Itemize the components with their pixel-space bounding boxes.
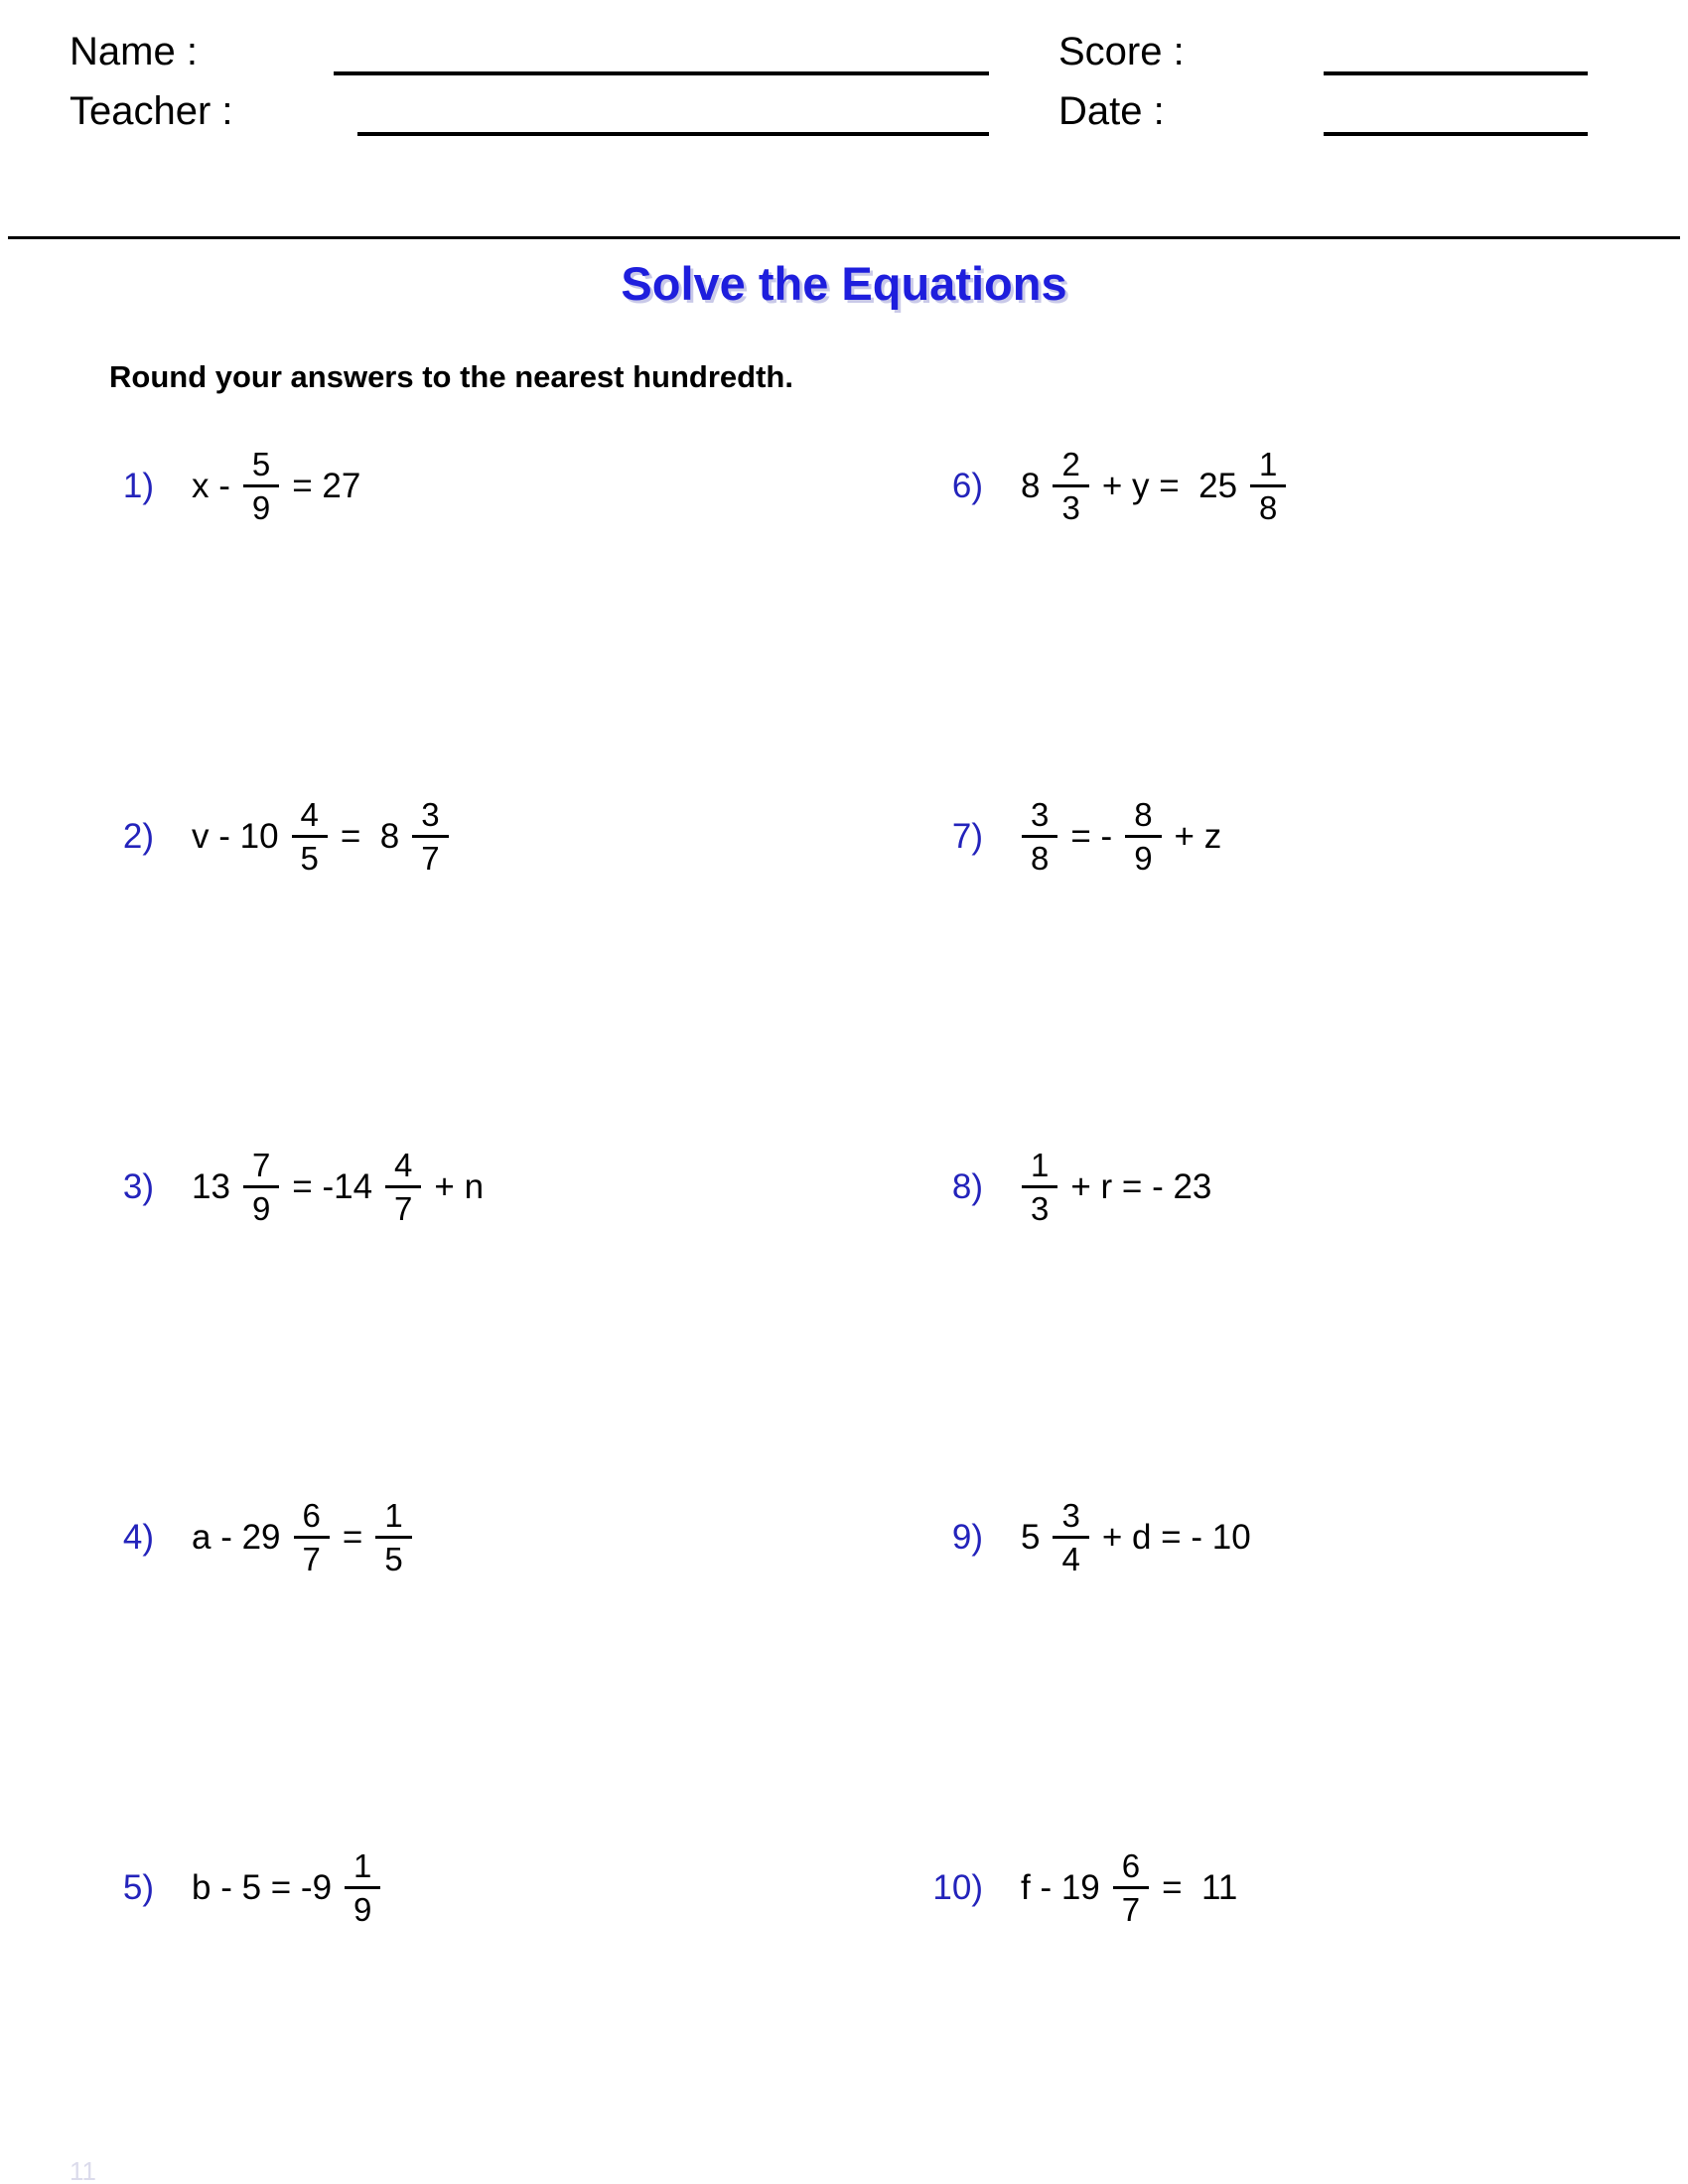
header-divider [8,236,1680,239]
equation-text: x - [192,467,230,505]
problem-number: 2) [122,817,154,856]
date-blank-line [1324,132,1588,136]
equation [1015,797,1227,876]
problem-number: 7) [951,817,983,856]
fraction-denominator: 7 [394,1190,413,1227]
fraction [1113,1848,1149,1927]
equation [186,797,456,876]
fraction-numerator: 2 [1053,447,1088,487]
fraction-denominator: 5 [300,840,319,877]
problem-row [60,782,456,891]
problem-row [60,432,366,541]
name-label: Name : [70,30,198,73]
fraction-numerator: 6 [1113,1848,1149,1889]
problem-number: 3) [122,1167,154,1206]
fraction-numerator: 4 [292,797,328,838]
fraction-denominator: 7 [421,840,440,877]
problem-row [889,1483,1257,1592]
fraction-numerator: 4 [385,1148,421,1188]
problem-number: 8) [951,1167,983,1206]
fraction-denominator: 3 [1031,1190,1050,1227]
name-blank-line [334,71,989,75]
equation [1015,1498,1257,1576]
equation-text: + y = 25 [1101,467,1238,505]
problem-row [60,1834,387,1943]
problem-row [60,1483,419,1592]
fraction-denominator: 9 [353,1891,372,1928]
fraction [243,447,279,525]
equation-text: = - [1070,817,1113,856]
page-edge-fragment: 11 [70,2156,96,2184]
score-label: Score : [1058,30,1185,73]
fraction-numerator: 7 [243,1148,279,1188]
problem-number: 1) [122,467,154,505]
fraction [292,797,328,876]
fraction-numerator: 8 [1125,797,1161,838]
problem-number: 5) [122,1868,154,1907]
equation-text: = 11 [1162,1868,1238,1907]
fraction [1053,447,1088,525]
equation [186,447,366,525]
problem-row [889,432,1293,541]
fraction-numerator: 5 [243,447,279,487]
fraction-numerator: 1 [1250,447,1286,487]
fraction-numerator: 1 [375,1498,411,1539]
instruction-text: Round your answers to the nearest hundredth. [109,359,793,394]
equation-text: a - 29 [192,1518,281,1557]
equation-text: + d = - 10 [1101,1518,1251,1557]
problem-row [889,1834,1243,1943]
fraction [1022,1148,1057,1226]
equation [1015,1848,1243,1927]
fraction [375,1498,411,1576]
equation-text: + z [1174,817,1222,856]
fraction-numerator: 1 [1022,1148,1057,1188]
fraction [385,1148,421,1226]
fraction [1250,447,1286,525]
equation-text: + n [434,1167,485,1206]
equation [186,1848,387,1927]
fraction [1053,1498,1088,1576]
fraction-numerator: 6 [294,1498,330,1539]
equation-text: v - 10 [192,817,279,856]
worksheet-title: Solve the Equations [621,257,1067,310]
fraction-denominator: 4 [1061,1541,1080,1577]
fraction-denominator: 9 [251,1190,271,1227]
fraction [1022,797,1057,876]
fraction [1125,797,1161,876]
teacher-blank-line [357,132,989,136]
equation-text: 5 [1021,1518,1041,1557]
equation-text: b - 5 = -9 [192,1868,333,1907]
equation [186,1148,490,1226]
problem-number: 4) [122,1518,154,1557]
score-blank-line [1324,71,1588,75]
equation [186,1498,419,1576]
fraction-numerator: 3 [412,797,448,838]
equation-text: = 8 [340,817,400,856]
fraction-denominator: 5 [384,1541,403,1577]
equation [1015,447,1293,525]
equation-text: 8 [1021,467,1041,505]
problem-number: 9) [951,1518,983,1557]
problem-number: 10) [932,1868,983,1907]
fraction-numerator: 1 [345,1848,380,1889]
equation-text: = -14 [292,1167,373,1206]
equation [1015,1148,1217,1226]
equation-text: + r = - 23 [1070,1167,1212,1206]
fraction [243,1148,279,1226]
fraction-numerator: 3 [1053,1498,1088,1539]
fraction [345,1848,380,1927]
fraction-denominator: 7 [1121,1891,1141,1928]
equation-text: = [342,1518,363,1557]
fraction-denominator: 8 [1259,489,1278,526]
teacher-label: Teacher : [70,89,233,133]
equation-text: = 27 [292,467,361,505]
problem-row [889,1133,1217,1242]
date-label: Date : [1058,89,1165,133]
problem-row [889,782,1227,891]
fraction-denominator: 8 [1031,840,1050,877]
fraction-denominator: 7 [302,1541,321,1577]
fraction-denominator: 9 [1134,840,1153,877]
fraction-denominator: 3 [1061,489,1080,526]
fraction [412,797,448,876]
equation-text: f - 19 [1021,1868,1100,1907]
fraction-numerator: 3 [1022,797,1057,838]
problem-row [60,1133,490,1242]
problem-number: 6) [951,467,983,505]
equation-text: 13 [192,1167,230,1206]
fraction-denominator: 9 [251,489,271,526]
fraction [294,1498,330,1576]
